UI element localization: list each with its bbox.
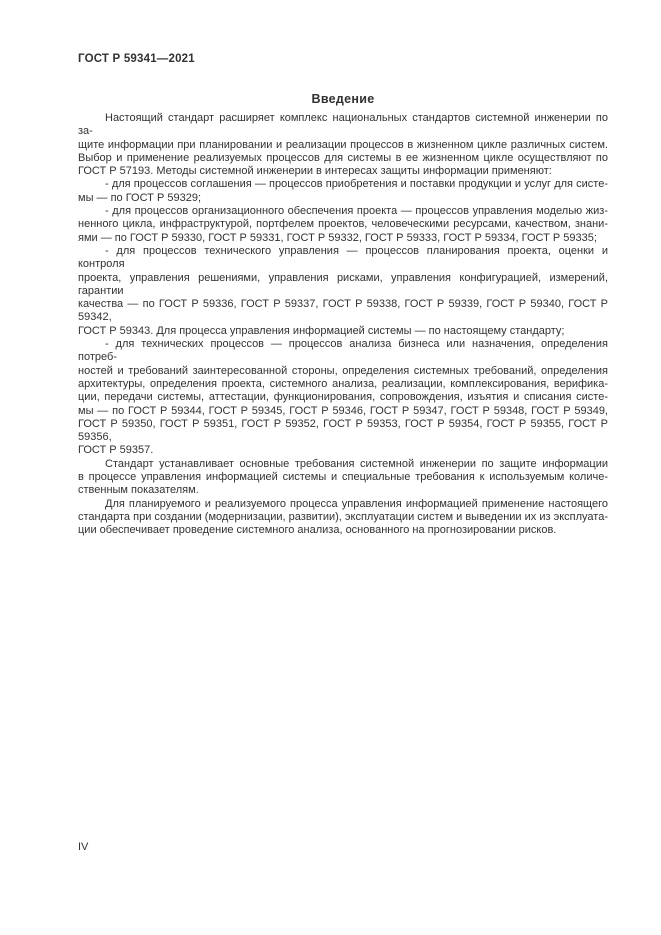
- text-line: ГОСТ Р 57193. Методы системной инженерии в интересах защиты информации применяют:: [78, 165, 552, 178]
- text-line: ции обеспечивает проведение системного анализа, основанного на прогнозировании рисков.: [78, 524, 557, 537]
- introduction-body: [78, 112, 608, 538]
- text-line: мы — по ГОСТ Р 59344, ГОСТ Р 59345, ГОСТ Р 59346, ГОСТ Р 59347, ГОСТ Р 59348, ГОСТ Р 59349,: [78, 404, 608, 417]
- text-line: мы — по ГОСТ Р 59329;: [78, 191, 201, 204]
- text-line: ГОСТ Р 59357.: [78, 444, 154, 457]
- text-line: качества — по ГОСТ Р 59336, ГОСТ Р 59337, ГОСТ Р 59338, ГОСТ Р 59339, ГОСТ Р 59340, ГОСТ Р 59342,: [78, 298, 608, 324]
- text-line: Выбор и применение реализуемых процессов для системы в ее жизненном цикле осуществляют по: [78, 151, 608, 164]
- text-line: стандарта при создании (модернизации, развитии), эксплуатации систем и выведении их из эксплуата-: [78, 510, 608, 523]
- text-line: архитектуры, определения проекта, системного анализа, реализации, комплексирования, верифика-: [78, 377, 608, 390]
- text-line: - для процессов организационного обеспечения проекта — процессов управления моделью жиз-: [105, 205, 608, 218]
- text-line: ственным показателям.: [78, 484, 199, 497]
- text-line: проекта, управления решениями, управления рисками, управления конфигурацией, измерений, гарантии: [78, 271, 608, 297]
- text-line: Настоящий стандарт расширяет комплекс национальных стандартов системной инженерии по за-: [78, 112, 608, 138]
- text-line: Для планируемого и реализуемого процесса управления информацией применение настоящего: [105, 497, 608, 510]
- text-line: - для процессов соглашения — процессов приобретения и поставки продукции и услуг для систе-: [105, 178, 608, 191]
- text-line: - для технических процессов — процессов анализа бизнеса или назначения, определения потреб-: [78, 338, 608, 364]
- document-number-header: ГОСТ Р 59341—2021: [78, 53, 195, 65]
- text-line: ностей и требований заинтересованной стороны, определения системных требований, определения: [78, 364, 608, 377]
- text-line: ции, передачи системы, аттестации, функционирования, сопровождения, изъятия и списания систе-: [78, 391, 608, 404]
- text-line: щите информации при планировании и реализации процессов в жизненном цикле различных систем.: [78, 138, 608, 151]
- page-number: IV: [78, 841, 89, 853]
- section-title: Введение: [311, 92, 375, 106]
- text-line: ГОСТ Р 59350, ГОСТ Р 59351, ГОСТ Р 59352, ГОСТ Р 59353, ГОСТ Р 59354, ГОСТ Р 59355, ГОСТ Р 59356,: [78, 417, 608, 444]
- text-line: в процессе управления информацией системы и специальные требования к используемым количе-: [78, 471, 608, 484]
- text-line: - для процессов технического управления — процессов планирования проекта, оценки и контроля: [78, 244, 608, 271]
- text-line: ГОСТ Р 59343. Для процесса управления информацией системы — по настоящему стандарту;: [78, 324, 565, 337]
- text-line: ненного цикла, инфраструктурой, портфелем проектов, человеческими ресурсами, качеством, знани-: [78, 218, 608, 231]
- text-line: ями — по ГОСТ Р 59330, ГОСТ Р 59331, ГОСТ Р 59332, ГОСТ Р 59333, ГОСТ Р 59334, ГОСТ Р 59335;: [78, 231, 597, 244]
- text-line: Стандарт устанавливает основные требования системной инженерии по защите информации: [105, 457, 608, 470]
